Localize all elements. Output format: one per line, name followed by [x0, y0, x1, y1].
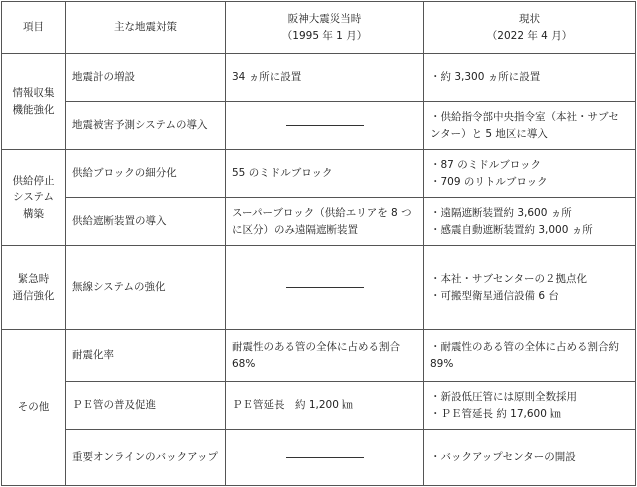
header-then: 阪神大震災当時 （1995 年 1 月）	[226, 2, 424, 54]
then-text: 耐震性のある管の全体に占める割合 68%	[232, 341, 400, 370]
table-row	[2, 150, 636, 198]
category-label: 構築	[23, 207, 44, 220]
now-text: ・約 3,300 ヵ所に設置	[430, 71, 541, 84]
now-text: ・耐震性のある管の全体に占める割合約 89%	[430, 341, 619, 370]
table-row	[2, 430, 636, 486]
now-cell	[424, 330, 636, 382]
measure-cell	[66, 246, 226, 330]
then-text: ＰＥ管延長 約 1,200 ㎞	[232, 399, 353, 412]
measure-cell	[66, 54, 226, 102]
table-row	[2, 198, 636, 246]
now-cell	[424, 382, 636, 430]
then-cell	[226, 330, 424, 382]
now-cell	[424, 246, 636, 330]
category-cell	[2, 330, 66, 486]
category-cell	[2, 54, 66, 150]
now-text: ・新設低圧管には原則全数採用	[430, 391, 577, 404]
measure-label: ＰＥ管の普及促進	[72, 399, 156, 412]
then-cell	[226, 102, 424, 150]
then-cell	[226, 54, 424, 102]
category-label: 緊急時	[17, 273, 50, 286]
category-label: その他	[17, 401, 50, 414]
header-item: 項目	[2, 2, 66, 54]
then-text: 55 のミドルブロック	[232, 167, 333, 180]
now-text: ・ＰＥ管延長 約 17,600 ㎞	[430, 407, 561, 420]
category-label: 供給停止	[12, 175, 55, 188]
then-text: 34 ヵ所に設置	[232, 71, 302, 84]
header-row	[2, 2, 636, 54]
measure-label: 地震被害予測システムの導入	[72, 119, 208, 132]
category-label: 機能強化	[12, 103, 55, 116]
now-text: ・本社・サブセンターの２拠点化	[430, 273, 587, 286]
now-cell	[424, 54, 636, 102]
no-entry-dash	[286, 125, 364, 126]
measure-label: 耐震化率	[72, 349, 114, 362]
measure-cell	[66, 198, 226, 246]
no-entry-dash	[286, 457, 364, 458]
now-text: ・バックアップセンターの開設	[430, 451, 576, 464]
now-text: ・遠隔遮断装置約 3,600 ヵ所	[430, 207, 572, 220]
measure-cell	[66, 382, 226, 430]
category-cell	[2, 246, 66, 330]
table-row	[2, 246, 636, 330]
now-text: ・709 のリトルブロック	[430, 175, 548, 188]
measure-cell	[66, 330, 226, 382]
then-cell	[226, 246, 424, 330]
measure-cell	[66, 150, 226, 198]
measure-label: 供給ブロックの細分化	[72, 167, 177, 180]
earthquake-measures-table	[1, 1, 636, 486]
measure-label: 無線システムの強化	[72, 281, 166, 294]
measure-cell	[66, 102, 226, 150]
then-cell	[226, 430, 424, 486]
table-row	[2, 54, 636, 102]
category-label: 情報収集	[12, 87, 55, 100]
no-entry-dash	[286, 287, 364, 288]
table-row	[2, 382, 636, 430]
now-text: ・供給指令部中央指令室（本社・サブセンター）と 5 地区に導入	[430, 111, 619, 140]
now-text: ・87 のミドルブロック	[430, 159, 541, 172]
measure-label: 地震計の増設	[72, 71, 135, 84]
now-cell	[424, 150, 636, 198]
then-cell	[226, 198, 424, 246]
header-now: 現状 （2022 年 4 月）	[424, 2, 636, 54]
then-cell	[226, 382, 424, 430]
now-text: ・可搬型衛星通信設備 6 台	[430, 289, 559, 302]
now-cell	[424, 430, 636, 486]
now-cell	[424, 102, 636, 150]
category-label: 通信強化	[12, 289, 55, 302]
now-text: ・感震自動遮断装置約 3,000 ヵ所	[430, 223, 593, 236]
header-measure: 主な地震対策	[66, 2, 226, 54]
now-cell	[424, 198, 636, 246]
measure-label: 供給遮断装置の導入	[72, 215, 167, 228]
measure-label: 重要オンラインのバックアップ	[72, 451, 218, 464]
category-label: システム	[13, 191, 54, 204]
then-text: スーパーブロック（供給エリアを 8 つに区分）のみ遠隔遮断装置	[232, 207, 412, 236]
table-row	[2, 330, 636, 382]
measure-cell	[66, 430, 226, 486]
then-cell	[226, 150, 424, 198]
category-cell	[2, 150, 66, 246]
table-row	[2, 102, 636, 150]
